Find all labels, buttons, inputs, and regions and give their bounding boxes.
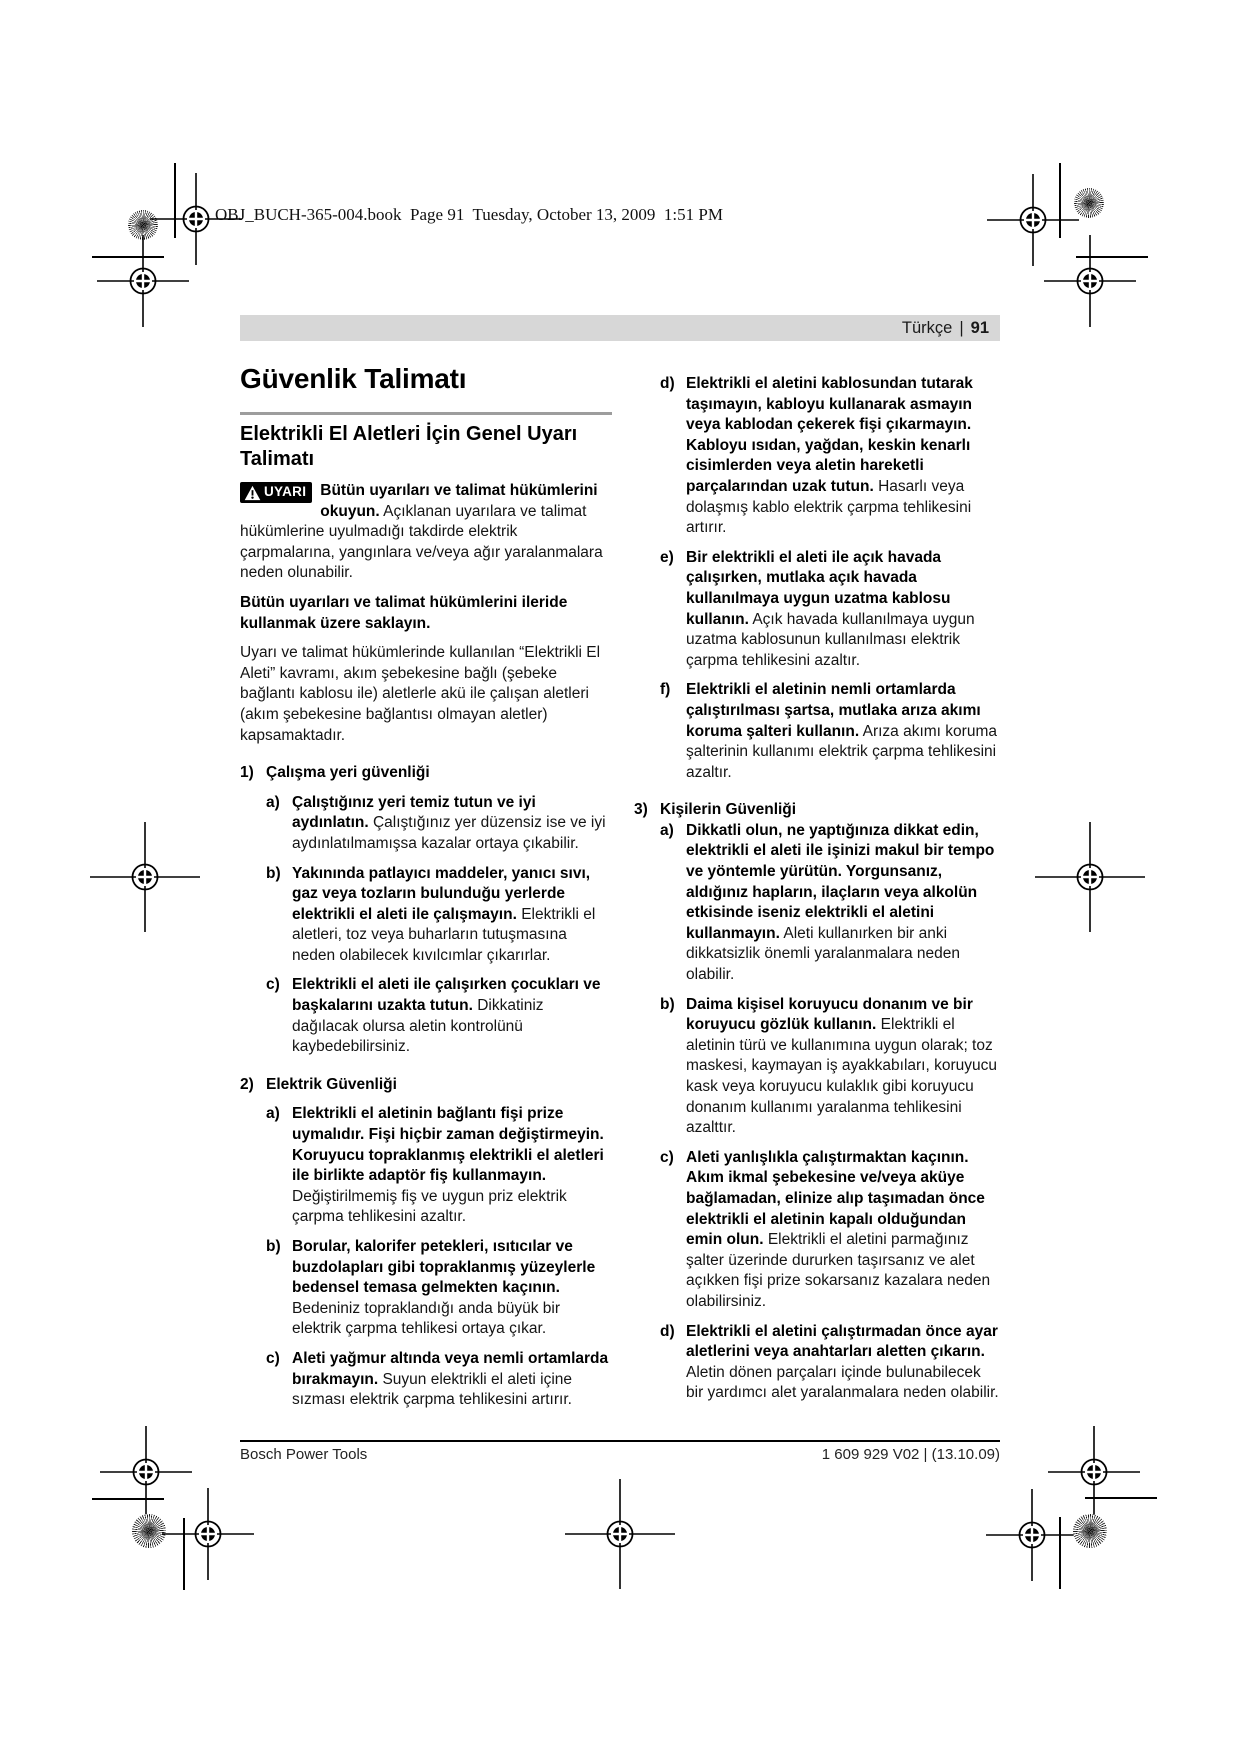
section-2 — [240, 1075, 612, 1411]
print-job-header: OBJ_BUCH-365-004.book Page 91 Tuesday, October 13, 2009 1:51 PM — [215, 205, 723, 224]
item-label: a) — [660, 821, 674, 839]
footer — [240, 1446, 1000, 1463]
item-bold-text: Borular, kalorifer petekleri, ısıtıcılar ve buzdolapları gibi topraklanmış yüzeylerle bedensel temasa gelmekten kaçının. — [292, 1238, 596, 1297]
section-3-heading — [634, 800, 1001, 821]
section-2-heading — [240, 1075, 612, 1096]
list-item — [660, 548, 1001, 672]
item-bold-text: Çalıştığınız yeri temiz tutun ve iyi aydınlatın. — [292, 793, 536, 832]
warning-paragraph — [240, 481, 612, 584]
item-label: c) — [266, 976, 280, 994]
item-label: b) — [660, 995, 675, 1013]
list-item — [660, 680, 1001, 783]
starburst-print-mark-icon — [132, 1514, 166, 1548]
item-text: Bedeniniz topraklandığı anda büyük bir elektrik çarpma tehlikesi ortaya çıkar. — [292, 1299, 560, 1338]
item-bold-text: Elektrikli el aletinin bağlantı fişi prize uymalıdır. Fişi hiçbir zaman değiştirmeyin. Koruyucu topraklanmış elektrikli el aletleri ile birlikte adaptör fiş kullanmayın. — [292, 1105, 604, 1185]
registration-crosshair-icon — [162, 1488, 254, 1580]
item-label: c) — [660, 1148, 674, 1166]
item-label: c) — [266, 1349, 280, 1367]
footer-document-number: 1 609 929 V02 | (13.10.09) — [821, 1446, 1000, 1463]
warning-bold-text: Bütün uyarıları ve talimat hükümlerini okuyun. — [320, 482, 598, 520]
item-bold-text: Aleti yağmur altında veya nemli ortamlarda bırakmayın. — [292, 1349, 609, 1388]
list-item — [660, 995, 1001, 1139]
registration-crosshair-icon — [97, 235, 189, 327]
item-bold-text: Daima kişisel koruyucu donanım ve bir koruyucu gözlük kullanın. — [686, 995, 973, 1034]
item-label: b) — [266, 864, 281, 882]
right-column — [634, 374, 1001, 1404]
item-text: Değiştirilmemiş fiş ve uygun priz elektrik çarpma tehlikesini azaltır. — [292, 1187, 567, 1226]
item-bold-text: Bir elektrikli el aleti ile açık havada çalışırken, mutlaka açık havada kullanılmaya uygun uzatma kablosu kullanın. — [686, 548, 951, 628]
item-bold-text: Elektrikli el aletinin nemli ortamlarda çalıştırılması şartsa, mutlaka arıza akımı koruma şalteri kullanın. — [686, 681, 981, 740]
section-number: 3) — [634, 801, 648, 819]
item-text: Elektrikli el aletinin türü ve kullanımına uygun olarak; toz maskesi, kaymayan iş ayakkabıları, koruyucu kask veya koruyucu kulaklık gibi koruyucu donanım kullanımı yaralanma tehlikesini azalttır. — [686, 1016, 997, 1137]
section-title: Elektrik Güvenliği — [266, 1075, 397, 1093]
page-title: Güvenlik Talimatı — [240, 363, 467, 394]
list-item — [266, 793, 612, 855]
section-number: 1) — [240, 764, 254, 782]
section-title: Kişilerin Güvenliği — [660, 801, 797, 819]
warning-triangle-icon — [244, 485, 261, 501]
print-mark-line — [1059, 1517, 1061, 1589]
print-mark-line — [1085, 1497, 1157, 1499]
registration-crosshair-icon — [90, 822, 200, 932]
item-bold-text: Elektrikli el aletini kablosundan tutarak taşımayın, kabloyu kullanarak asmayın veya kablodan çekerek fişi çıkarmayın. Kabloyu ısıdan, yağdan, keskin kenarlı cisimlerden veya aletin hareketli parçalarından uzak tutun. — [686, 375, 973, 495]
item-bold-text: Elektrikli el aleti ile çalışırken çocukları ve başkalarını uzakta tutun. — [292, 976, 601, 1015]
warning-body-text: Açıklanan uyarılara ve talimat hükümlerine uyulmadığı takdirde elektrik çarpmalarına, yangınlara ve/veya ağır yaralanmalara neden olunabilir. — [240, 502, 603, 582]
warning-badge-label: UYARI — [264, 484, 307, 500]
registration-crosshair-icon — [986, 1489, 1078, 1581]
list-item — [660, 1322, 1001, 1404]
item-text: Aleti kullanırken bir anki dikkatsizlik önemli yaralanmalara neden olabilir. — [686, 924, 960, 984]
section-title: Çalışma yeri güvenliği — [266, 764, 430, 782]
section-3 — [634, 800, 1001, 1404]
item-label: b) — [266, 1238, 281, 1255]
keep-instructions-text: Bütün uyarıları ve talimat hükümlerini ileride kullanmak üzere saklayın. — [240, 593, 568, 632]
intro-paragraph: Uyarı ve talimat hükümlerinde kullanılan “Elektrikli El Aleti” kavramı, akım şebekesine bağlı (şebeke bağlantı kablosu ile) aletlerle akü ile çalışan aletleri (akım şebekesine bağlantısı olmayan aletler) kapsamaktadır. — [240, 644, 601, 744]
header-page-number: 91 — [970, 318, 989, 337]
item-label: e) — [660, 548, 674, 566]
item-bold-text: Aleti yanlışlıkla çalıştırmaktan kaçının. Akım ikmal şebekesine ve/veya aküye bağlamadan, elinize alıp taşımadan önce elektrikli el aletinin kapalı olduğundan emin olun. — [686, 1148, 985, 1249]
item-label: d) — [660, 375, 675, 392]
list-item — [266, 1237, 612, 1340]
item-bold-text: Elektrikli el aletini çalıştırmadan önce ayar aletlerini veya anahtarları aletten çıkarın. — [686, 1322, 998, 1361]
item-bold-text: Dikkatli olun, ne yaptığınıza dikkat edin, elektrikli el aleti ile işinizi makul bir tempo ve yöntemle yürütün. Yorgunsanız, aldığınız hapların, ilaçların veya alkolün etkisinde iseniz elektrikli el aletini kullanmayın. — [686, 821, 995, 942]
item-label: d) — [660, 1322, 675, 1340]
list-item — [266, 864, 612, 967]
item-text: Dikkatiniz dağılacak olursa aletin kontrolünü kaybedebilirsiniz. — [292, 997, 544, 1056]
item-text: Açık havada kullanılmaya uygun uzatma kablosunun kullanılması elektrik çarpma tehlikesini azaltır. — [686, 610, 975, 669]
section-1-heading — [240, 763, 612, 784]
item-text: Suyun elektrikli el aleti içine sızması elektrik çarpma tehlikesini artırır. — [292, 1370, 573, 1409]
list-item — [660, 821, 1001, 986]
warning-badge — [240, 482, 312, 503]
item-label: a) — [266, 793, 280, 811]
item-text: Elektrikli el aletini parmağınız şalter üzerinde dururken taşırsanız ve alet açıkken fişi prize sokarsanız kazalara neden olabilirsiniz. — [686, 1231, 991, 1310]
item-text: Elektrikli el aletleri, toz veya buharların tutuşmasına neden olabilecek kıvılcımlar çıkarırlar. — [292, 905, 596, 964]
list-item — [660, 1148, 1001, 1313]
section-number: 2) — [240, 1075, 254, 1093]
list-item — [266, 1104, 612, 1228]
starburst-print-mark-icon — [1073, 1514, 1107, 1548]
header-separator: | — [959, 318, 964, 337]
item-label: f) — [660, 681, 671, 699]
item-bold-text: Yakınında patlayıcı maddeler, yanıcı sıvı, gaz veya tozların bulunduğu yerlerde elektrikli el aleti ile çalışmayın. — [292, 864, 591, 923]
header-language: Türkçe — [901, 318, 953, 337]
item-text: Aletin dönen parçaları içinde bulunabilecek bir yardımcı alet yaralanmalara neden olabilir. — [686, 1363, 999, 1402]
footer-brand: Bosch Power Tools — [240, 1446, 368, 1463]
registration-crosshair-icon — [565, 1479, 675, 1589]
list-item — [266, 975, 612, 1057]
item-label: a) — [266, 1105, 280, 1123]
item-text: Hasarlı veya dolaşmış kablo elektrik çarpma tehlikesini artırır. — [686, 477, 972, 537]
registration-crosshair-icon — [1044, 235, 1136, 327]
section-2-continued — [660, 374, 1001, 783]
print-mark-line — [92, 1498, 164, 1500]
section-1 — [240, 763, 612, 1058]
section-divider — [240, 412, 612, 415]
left-column — [240, 362, 612, 1411]
item-text: Çalıştığınız yer düzensiz ise ve iyi aydınlatılmamışsa kazalar ortaya çıkabilir. — [292, 814, 606, 852]
footer-rule — [240, 1440, 1000, 1442]
registration-crosshair-icon — [1035, 822, 1145, 932]
item-text: Arıza akımı koruma şalterinin kullanımı elektrik çarpma tehlikesini azaltır. — [686, 722, 997, 781]
page-header-bar — [240, 315, 1000, 341]
list-item — [660, 374, 1001, 539]
list-item — [266, 1349, 612, 1411]
section-heading: Elektrikli El Aletleri İçin Genel Uyarı Talimatı — [240, 423, 578, 470]
